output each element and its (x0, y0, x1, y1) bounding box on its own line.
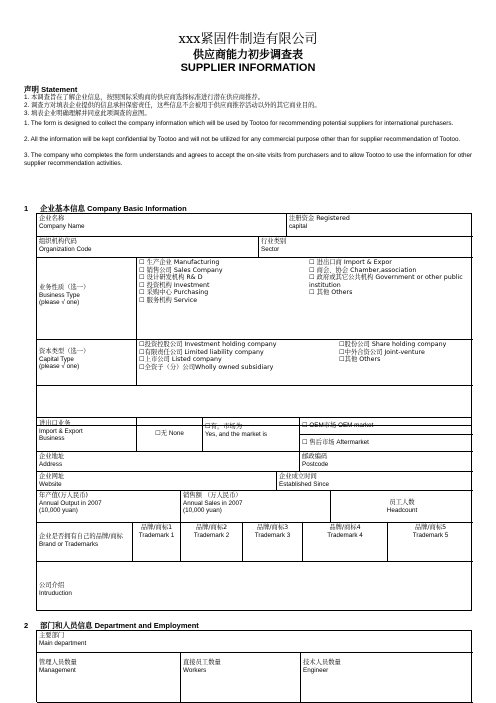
business-type-options-left (137, 258, 307, 340)
section-2-number: 2 (24, 621, 29, 630)
option-others-capital[interactable]: ☐其他 Others (339, 356, 381, 364)
trademark-3-field[interactable] (243, 523, 303, 562)
option-investment-holding[interactable]: ☐投资控股公司 Investment holding company (139, 341, 277, 348)
management-label-en: Management (39, 666, 76, 674)
statement-en-3: 3. The company who completes the form understands and agrees to accept the on-site visits from purchasers and to allow Tootoo to use the information for other supplier recommendation activities. (24, 152, 473, 167)
trademark-5-en: Trademark 5 (412, 531, 449, 539)
engineer-field[interactable] (301, 653, 473, 703)
section-2-title: 部门和人员信息 Department and Employment (40, 621, 199, 630)
business-type-label-cn: 业务性质（选一） (39, 284, 90, 291)
department-table (36, 630, 472, 702)
headcount-label-en: Headcount (386, 506, 418, 514)
postcode-field[interactable] (300, 452, 473, 472)
import-export-yes-cn: ☐有，市场为 (205, 423, 243, 430)
business-type-options-right (307, 258, 473, 340)
management-field[interactable] (37, 653, 181, 703)
website-label-cn: 企业网址 (39, 473, 65, 480)
capital-type-label-en: Capital Type (39, 355, 74, 363)
section-1-title: 企业基本信息 Company Basic Information (40, 204, 187, 213)
intro-label-cn: 公司介绍 (39, 582, 65, 589)
headcount-label-cn: 员工人数 (389, 499, 415, 506)
business-type-label (37, 258, 137, 340)
form-title-en: SUPPLIER INFORMATION (180, 62, 316, 74)
import-export-yes-en: Yes, and the market is (205, 430, 268, 438)
established-field[interactable] (277, 472, 473, 491)
trademark-3-cn: 品牌/商标3 (256, 524, 289, 531)
trademark-4-en: Trademark 4 (327, 531, 363, 539)
option-listed[interactable]: ☐上市公司 Listed company (139, 356, 222, 364)
option-wholly-owned[interactable]: ☐全资子（分）公司Wholly owned subsidiary (139, 363, 274, 371)
option-manufacturing[interactable]: ☐ 生产企业 Manufacturing (139, 259, 220, 266)
engineer-label-en: Engineer (303, 666, 329, 674)
established-label-en: Established Since (279, 480, 330, 488)
oem-market-option[interactable]: ☐ OEM市场 OEM market (300, 418, 473, 435)
address-field[interactable] (37, 452, 300, 472)
company-name-header: xxx紧固件制造有限公司 (178, 32, 318, 47)
established-label-cn: 企业成立时间 (279, 473, 317, 480)
sector-label-en: Sector (261, 245, 280, 253)
trademark-5-cn: 品牌/商标5 (414, 524, 447, 531)
trademark-3-en: Trademark 3 (254, 531, 291, 539)
section-1-number: 1 (24, 204, 29, 213)
registered-capital-label-cn: 注册资金 Registered (289, 215, 350, 222)
capital-type-label-hint: (please √ one) (39, 363, 80, 371)
capital-type-options-right (337, 340, 473, 386)
annual-output-field[interactable] (37, 491, 181, 523)
capital-type-label (37, 340, 137, 386)
workers-field[interactable] (181, 653, 301, 703)
trademark-5-field[interactable] (388, 523, 473, 562)
trademark-2-en: Trademark 2 (193, 531, 230, 539)
statement-cn-3: 3. 填表企业明确理解并同意此项调查的意图。 (24, 110, 151, 117)
trademark-1-field[interactable] (133, 523, 181, 562)
import-export-label-cn: 进出口业务 (39, 420, 71, 427)
company-name-label-en: Company Name (39, 222, 85, 230)
option-chamber[interactable]: ☐ 商会、协会 Chamber,association (309, 266, 417, 274)
registered-capital-label-en: capital (289, 222, 308, 230)
option-sales-company[interactable]: ☐ 销售公司 Sales Company (139, 266, 223, 274)
business-type-label-hint: (please √ one) (39, 299, 80, 307)
option-rnd[interactable]: ☐ 设计研发机构 R& D (139, 274, 203, 282)
registered-capital-field[interactable] (287, 214, 473, 237)
workers-label-en: Workers (183, 666, 207, 674)
address-label-cn: 企业地址 (39, 453, 65, 460)
company-name-field[interactable] (37, 214, 287, 237)
option-service[interactable]: ☐ 服务机构 Service (139, 296, 198, 304)
import-export-none-option[interactable]: ☐无 None (137, 418, 203, 452)
org-code-field[interactable] (37, 237, 259, 258)
option-import-export[interactable]: ☐ 进出口商 Import & Expor (309, 259, 392, 266)
website-label-en: Website (39, 480, 62, 488)
annual-sales-unit: (10,000 yuan) (183, 507, 222, 515)
option-joint-venture[interactable]: ☐中外合资公司 Joint-venture (339, 348, 425, 356)
postcode-label-en: Postcode (302, 460, 329, 468)
trademark-2-cn: 品牌/商标2 (195, 524, 228, 531)
org-code-label-en: Organization Code (39, 245, 92, 253)
introduction-field[interactable] (37, 562, 473, 612)
basic-info-table-a (36, 213, 472, 426)
brand-label-cn: 企业是否拥有自己的品牌/商标 (39, 533, 123, 540)
basic-info-table-b (36, 417, 472, 611)
annual-sales-label-en: Annual Sales in 2007 (183, 499, 243, 507)
postcode-label-cn: 邮政编码 (302, 453, 328, 460)
brand-label-en: Brand or Trademarks (39, 540, 99, 548)
aftermarket-option[interactable]: ☐ 售后市场 Aftermarket (300, 435, 473, 452)
annual-output-label-en: Annual Output in 2007 (39, 499, 102, 507)
import-export-label-en2: Business (39, 435, 65, 443)
import-export-label-en: Import & Export (39, 427, 83, 435)
management-label-cn: 管理人员数量 (39, 659, 77, 666)
statement-cn-2: 2. 调查方对填表企业提供的信息承担保密责任，这些信息不会被用于供应商推荐活动以外的其它商业目的。 (24, 102, 321, 109)
intro-label-en: Intruduction (39, 589, 72, 597)
statement-en-2: 2. All the information will be kept confidential by Tootoo and will not be utilized for any commercial purpose other than for supplier recommendation of Tootoo. (24, 136, 461, 143)
form-title-cn: 供应商能力初步调查表 (193, 49, 303, 61)
import-export-label (37, 418, 137, 452)
address-label-en: Address (39, 460, 63, 468)
capital-type-options-left (137, 340, 337, 386)
headcount-field[interactable] (331, 491, 473, 523)
capital-type-label-cn: 资本类型（选一） (39, 348, 90, 355)
engineer-label-cn: 技术人员数量 (303, 659, 341, 666)
trademark-1-en: Trademark 1 (138, 531, 175, 539)
statement-en-1: 1. The form is designed to collect the company information which will be used by Tootoo for recommending potential suppliers for international purchasers. (24, 120, 454, 127)
sector-field[interactable] (259, 237, 473, 258)
main-dept-label-cn: 主要部门 (39, 632, 65, 639)
statement-cn-1: 1. 本调查旨在了解企业信息，按照国际采购商的供应商选择标准进行潜在供应商推荐。 (24, 94, 264, 101)
annual-sales-label-cn: 销售额 （万人民币） (183, 492, 242, 499)
website-field[interactable] (37, 472, 277, 491)
option-limited-liability[interactable]: ☐有限责任公司 Limited liability company (139, 348, 264, 356)
statement-title: 声明 Statement (24, 85, 78, 94)
trademark-2-field[interactable] (181, 523, 243, 562)
main-dept-label-en: Main department (39, 639, 87, 647)
org-code-label-cn: 组织机构代码 (39, 238, 77, 245)
company-name-label-cn: 企业名称 (39, 215, 65, 222)
option-government[interactable]: ☐ 政府或其它公共机构 Government or other public institution (309, 274, 463, 289)
annual-sales-field[interactable] (181, 491, 331, 523)
brand-label (37, 523, 133, 562)
workers-label-cn: 直接员工数量 (183, 659, 221, 666)
option-others-business[interactable]: ☐ 其他 Others (309, 289, 353, 297)
trademark-4-field[interactable] (303, 523, 388, 562)
annual-output-label-cn: 年产值(万人民币) (39, 492, 88, 499)
annual-output-unit: (10,000 yuan) (39, 507, 78, 515)
import-export-yes-option[interactable] (203, 418, 300, 452)
main-department-field[interactable] (37, 631, 473, 653)
option-investment[interactable]: ☐ 投资机构 Investment (139, 281, 210, 289)
option-share-holding[interactable]: ☐股份公司 Share holding company (339, 341, 447, 348)
business-type-label-en: Business Type (39, 291, 80, 299)
trademark-4-cn: 品牌/商标4 (329, 524, 361, 531)
trademark-1-cn: 品牌/商标1 (140, 524, 173, 531)
sector-label-cn: 行业类别 (261, 238, 287, 245)
option-purchasing[interactable]: ☐ 采购中心 Purchasing (139, 289, 209, 297)
